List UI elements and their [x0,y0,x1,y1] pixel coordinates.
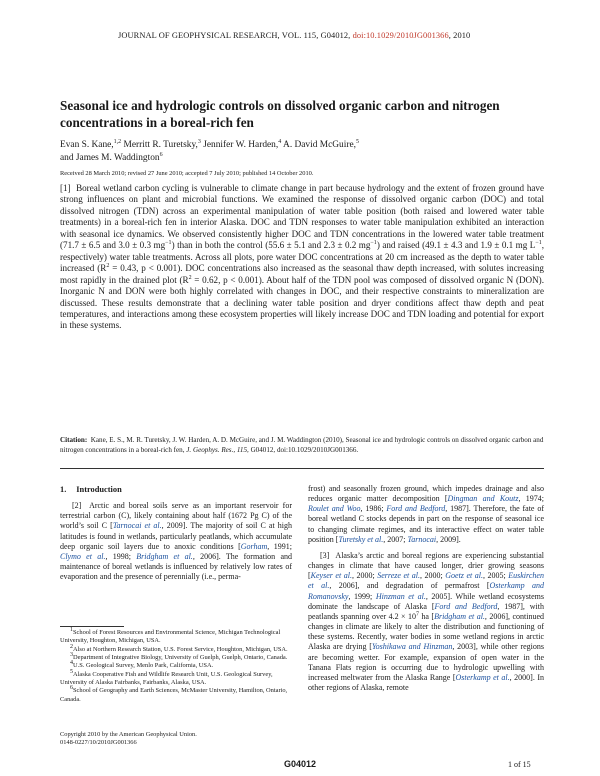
affiliation-marker: 3 [197,138,201,145]
section-number: 1. [60,485,67,494]
reference-link[interactable]: Roulet and Woo [308,504,361,514]
footnote [60,687,292,704]
author: and James M. Waddington [60,152,160,163]
section-heading [60,485,292,495]
footnote [60,668,292,688]
reference-link[interactable]: Clymo et al. [60,551,106,561]
footnote-marker: 3 [70,651,73,658]
footnote-text: Also at Northern Research Station, U.S. Forest Service, Houghton, Michigan, USA. [73,645,288,653]
superscript: −1 [535,240,542,247]
author: Evan S. Kane, [60,140,114,150]
reference-link[interactable]: Goetz et al. [445,571,483,581]
article-id: G04012 [284,759,317,769]
footnote-text: Department of Integrative Biology, University of Guelph, Guelph, Ontario, Canada. [73,654,288,662]
reference-link[interactable]: Ford and Bedford [434,601,498,611]
page-number: 1 of 15 [508,760,531,769]
paragraph-marker: [3] [320,550,330,560]
footnote-marker: 2 [70,643,73,650]
footnote-text: School of Forest Resources and Environmental Science, Michigan Technological University, Houghton, Michigan, USA. [60,629,281,645]
footnote-marker: 6 [70,685,73,692]
citation-text: G04012, doi:10.1029/2010JG001366. [250,445,359,454]
reference-link[interactable]: Keyser et al. [310,571,352,581]
paragraph: frost) and seasonally frozen ground, which impedes drainage and also reduces organic matter decomposition [Dingman and Koutz, 1974; Roulet and Woo, 1986; Ford and Bedford, 1987]. Therefore, the fate of boreal wetland C stocks depends in part on the response of seasonal ice to changing climate regimes, and its interactive effect on water table position [Turetsky et al., 2007; Tarnocai, 2009]. [308,484,544,544]
affiliation-marker: 1,2 [113,138,122,145]
copyright-line: Copyright 2010 by the American Geophysical Union. [60,731,197,738]
affiliation-marker: 6 [159,151,163,158]
reference-link[interactable]: Serreze et al. [377,571,420,581]
superscript: −1 [370,240,377,247]
paragraph-marker: [2] [72,501,82,511]
affiliation-footnotes [60,626,292,704]
footnote-marker: 5 [70,668,73,675]
reference-link[interactable]: Osterkamp et al. [455,672,510,682]
footnote-text: U.S. Geological Survey, Menlo Park, California, USA. [73,662,214,670]
reference-link[interactable]: Osterkamp and Romanovsky [308,581,545,601]
abstract-text: = 0.43, p < 0.001). DOC concentrations also increased as the seasonal thaw depth increased, with solutes increasing most rapidly in the drained plot (R [60,263,544,285]
reference-link[interactable]: Dingman and Koutz [447,494,519,504]
abstract-text: Boreal wetland carbon cycling is vulnerable to climate change in part because hydrology and the extent of frozen ground have strong influences on plant and microbial functions. We examined the response of dissolved organic carbon (DOC) and total dissolved nitrogen (TDN) across an experimental manipulation of water table position (both raised and lowered water table treatments) in a boreal-rich fen in interior Alaska. DOC and TDN responses to water table manipulation exhibited an interaction with seasonal ice dynamics. We observed consistently higher DOC and TDN concentrations in the lowered water table treatment (71.7 ± 6.5 and 3.0 ± 0.3 mg [60,183,544,251]
doi-link[interactable]: doi:10.1029/2010JG001366 [352,31,449,40]
author: Jennifer W. Harden, [203,140,279,150]
citation-text: Kane, E. S., M. R. Turetsky, J. W. Harden, A. D. McGuire, and J. M. Waddington (2010), Seasonal ice and hydrologic controls on dissolved organic carbon and nitrogen concentrations in a boreal-rich fen, [60,436,544,454]
paragraph-marker: [1] [60,183,71,193]
copyright-notice [60,731,292,748]
footnote [60,643,292,654]
abstract-text: = 0.62, p < 0.001). About half of the TDN pool was composed of dissolved organic N (DON). Inorganic N and DON were both highly correlated with changes in DOC, and their respective constraints to mineralization are discussed. These results demonstrate that a declining water table position and dryer conditions affect thaw depth and peat temperatures, and interactions among these ecosystem properties will likely increase DOC and TDN loading and potential for export in these systems. [60,274,544,331]
reference-link[interactable]: Yoshikawa and Hinzman [371,642,453,652]
superscript: 2 [188,274,192,281]
divider [60,468,544,469]
article-title: Seasonal ice and hydrologic controls on dissolved organic carbon and nitrogen concentrations in a boreal-rich fen [60,98,500,130]
left-column [60,485,292,582]
reference-link[interactable]: Tarnocai [407,534,437,544]
running-header [118,31,558,40]
section-title: Introduction [76,485,122,494]
author: A. David McGuire, [283,140,356,150]
issn-line: 0148-0227/10/2010JG001366 [60,739,137,747]
reference-link[interactable]: Bridgham et al. [136,551,193,561]
reference-link[interactable]: Euskirchen et al. [308,571,544,591]
reference-link[interactable]: Bridgham et al. [434,611,485,621]
citation-block [60,436,544,455]
reference-link[interactable]: Gorham [240,541,268,551]
footnote [60,626,292,646]
affiliation-marker: 4 [278,138,282,145]
citation-label: Citation: [60,436,88,444]
header-year: , 2010 [448,31,471,40]
author: Merritt R. Turetsky, [123,140,198,150]
author-list [60,139,540,164]
abstract-text: , respectively) water table treatments. Across all plots, pore water DOC concentrations at 20 cm increased as the depth to water table increased (R [60,240,545,274]
reference-link[interactable]: Hinzman et al. [375,591,426,601]
paragraph: [2] Arctic and boreal soils serve as an important reservoir for terrestrial carbon (C), likely containing about half (1672 Pg C) of the world’s soil C [Tarnocai et al., 2009]. The majority of soil C at high latitudes is found in wetlands, particularly peatlands, which accumulate deep organic soil layers due to anoxic conditions [Gorham, 1991; Clymo et al., 1998; Bridgham et al., 2006]. The formation and maintenance of boreal wetlands is influenced by relatively low rates of evaporation and the presence of perennially (i.e., perma- [60,501,292,582]
footnote-text: School of Geography and Earth Sciences, McMaster University, Hamilton, Ontario, Canada. [60,687,288,703]
paragraph: [3] Alaska’s arctic and boreal regions are experiencing substantial changes in climate that have caused longer, drier growing seasons [Keyser et al., 2000; Serreze et al., 2000; Goetz et al., 2005; Euskirchen et al., 2006], and degradation of permafrost [Osterkamp and Romanovsky, 1999; Hinzman et al., 2005]. While wetland ecosystems dominate the landscape of Alaska [Ford and Bedford, 1987], with peatlands spanning over $4.2 \times 10^7$ ha [Bridgham et al., 2006], continued changes in climate are likely to alter the distribution and functioning of these systems. Recently, water bodies in some wetland regions in arctic Alaska are drying [Yoshikawa and Hinzman, 2003], while other regions are becoming wetter. For example, expansion of open water in the Tanana Flats region is occurring due to hydrologic upwelling with increased meltwater from the Alaska Range [Osterkamp et al., 2000]. In other regions of Alaska, remote [308,550,545,692]
footnote-text: Alaska Cooperative Fish and Wildlife Research Unit, U.S. Geological Survey, University of Alaska Fairbanks, Fairbanks, Alaska, USA. [60,670,273,687]
received-dates: Received 28 March 2010; revised 27 June 2010; accepted 7 July 2010; published 14 October 2010. [60,170,314,177]
abstract-text: ) than in both the control (55.6 ± 5.1 and 2.3 ± 0.2 mg [171,240,371,251]
right-column [308,484,544,693]
superscript: 2 [106,263,110,270]
journal-header: JOURNAL OF GEOPHYSICAL RESEARCH, VOL. 115, G04012, [118,31,351,40]
abstract-text: ) and raised (49.1 ± 4.3 and 1.9 ± 0.1 mg L [376,240,536,251]
reference-link[interactable]: Ford and Bedford [386,504,446,514]
reference-link[interactable]: Tarnocai et al. [112,521,162,531]
footnote-marker: 1 [70,626,73,633]
abstract [60,183,544,332]
footnote-marker: 4 [70,660,73,667]
footnote [60,662,292,670]
superscript: −1 [165,240,172,247]
reference-link[interactable]: Turetsky et al. [338,534,384,544]
citation-journal: J. Geophys. Res., 115, [186,445,249,454]
affiliation-marker: 5 [355,138,359,145]
